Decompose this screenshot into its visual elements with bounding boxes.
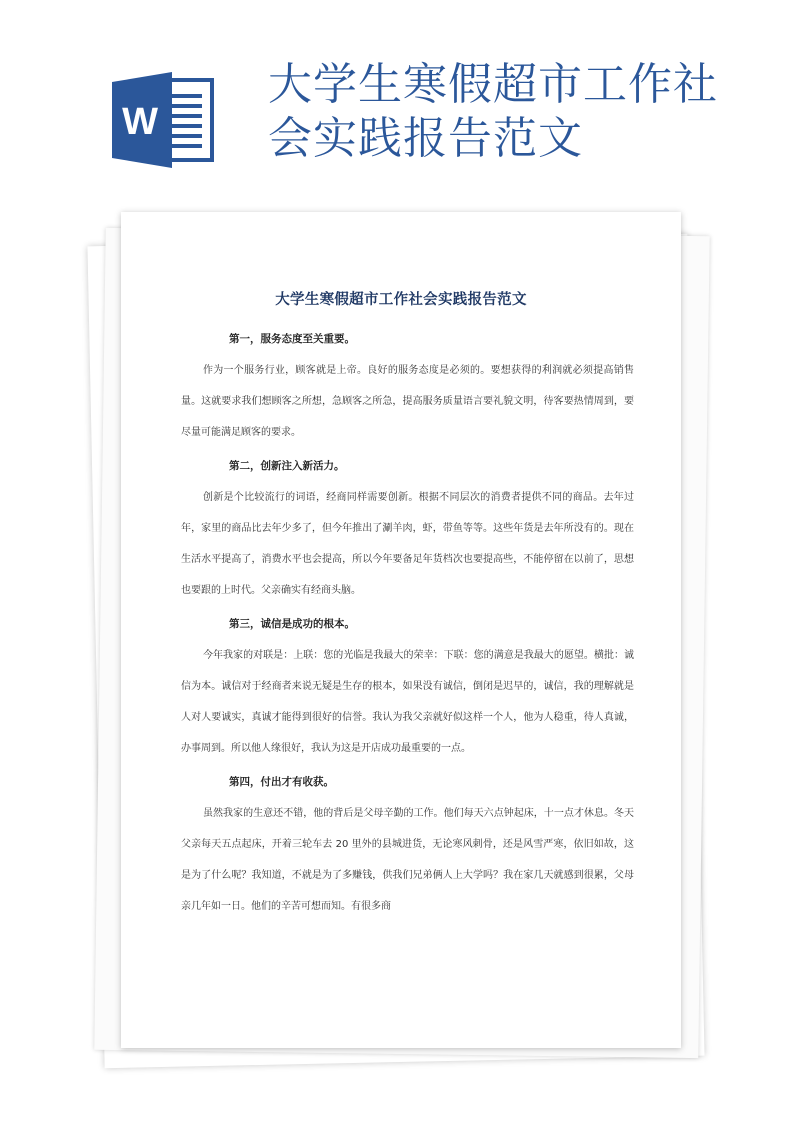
section-heading: 第四，付出才有收获。 xyxy=(229,776,334,788)
section-paragraph: 作为一个服务行业，顾客就是上帝。良好的服务态度是必须的。要想获得的利润就必须提高销售量。这就要求我们想顾客之所想，急顾客之所急，提高服务质量语言要礼貌文明，待客要热情周到，要尽量可能满足顾客的要求。 xyxy=(181,365,634,438)
section-heading: 第三，诚信是成功的根本。 xyxy=(229,618,355,630)
section-heading: 第一，服务态度至关重要。 xyxy=(229,333,355,345)
document-title: 大学生寒假超市工作社会实践报告范文 xyxy=(275,292,527,308)
document-body xyxy=(121,309,681,922)
section-heading: 第二，创新注入新活力。 xyxy=(229,460,345,472)
page-title: 大学生寒假超市工作社会实践报告范文 xyxy=(268,59,718,164)
section-paragraph: 今年我家的对联是：上联：您的光临是我最大的荣幸：下联：您的满意是我最大的愿望。横批：诚信为本。诚信对于经商者来说无疑是生存的根本，如果没有诚信，倒闭是迟早的，诚信，我的理解就是人对人要诚实，真诚才能得到很好的信誉。我认为我父亲就好似这样一个人，他为人稳重，待人真诚，办事周到。所以他人缘很好，我认为这是开店成功最重要的一点。 xyxy=(181,650,634,754)
document-page xyxy=(121,212,681,1048)
svg-text:W: W xyxy=(122,101,158,143)
word-document-icon xyxy=(112,70,224,170)
section-paragraph: 创新是个比较流行的词语，经商同样需要创新。根据不同层次的消费者提供不同的商品。去年过年，家里的商品比去年少多了，但今年推出了涮羊肉，虾，带鱼等等。这些年货是去年所没有的。现在生活水平提高了，消费水平也会提高，所以今年要备足年货档次也要提高些，不能停留在以前了，思想也要跟的上时代。父亲确实有经商头脑。 xyxy=(181,492,634,596)
section-paragraph: 虽然我家的生意还不错，他的背后是父母辛勤的工作。他们每天六点钟起床，十一点才休息。冬天父亲每天五点起床，开着三轮车去 20 里外的县城进货，无论寒风刺骨，还是风雪严寒，依旧如故，这是为了什么呢？我知道，不就是为了多赚钱，供我们兄弟俩人上大学吗？我在家几天就感到很累，父母亲几年如一日。他们的辛苦可想而知。有很多商 xyxy=(181,808,634,912)
